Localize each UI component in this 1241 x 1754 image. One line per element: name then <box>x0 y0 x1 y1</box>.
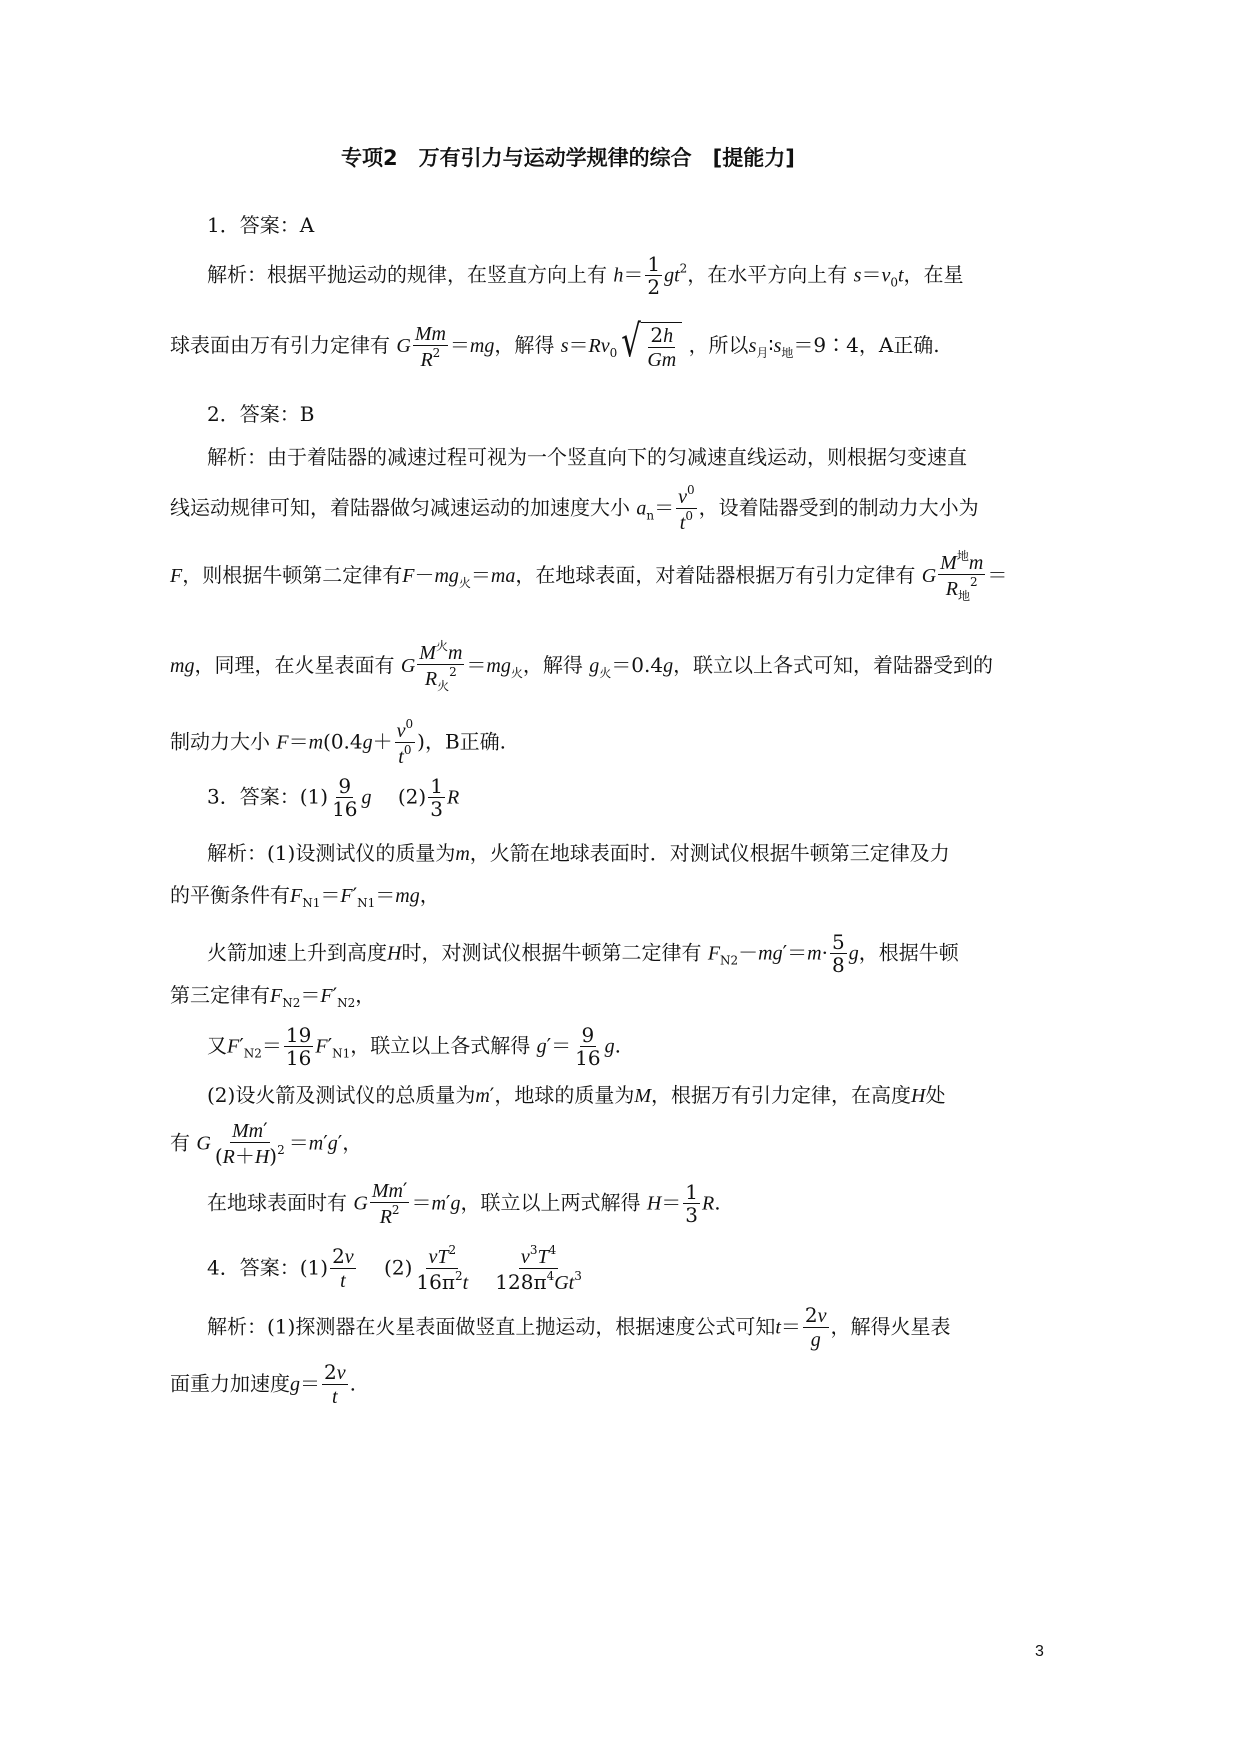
q3-p1-line2: 的平衡条件有$F_{N1}=F'_{N1}=mg$， <box>170 883 440 910</box>
q4-answer: 4．答案：(1) $\frac{2v}{t}$ (2) $\frac{vT^2}{16\pi^2t}$ $\frac{v^3T^4}{128\pi^4Gt^3}$ <box>207 1243 582 1294</box>
q1-line2: 球表面由万有引力定律有 G $\frac{Mm}{R^2}$ ＝mg，解得 $s=Rv_0$ √ $\frac{2h}{Gm}$ ，所以$s_月∶s_地=9∶4$，A正确. <box>170 316 940 371</box>
q2-line3: F，则根据牛顿第二定律有$F-mg_火=ma$，在地球表面，对着陆器根据万有引力定律有 G $\frac{M^地m}{R_地^2}$ ＝ <box>170 549 1008 603</box>
q2-line4: mg，同理，在火星表面有 G $\frac{M^火m}{R_火^2}$ $=mg_火$，解得 $g_火=0.4g$，联立以上各式可知，着陆器受到的 <box>170 639 994 693</box>
page-number: 3 <box>1035 1643 1044 1660</box>
q3-p2-line1: 火箭加速上升到高度H时，对测试仪根据牛顿第二定律有 $F_{N2}-mg'=m\cdot$ $\frac{5}{8}$ g，根据牛顿 <box>207 930 959 977</box>
q1-line1: 解析：根据平抛运动的规律，在竖直方向上有 h＝ $\frac{1}{2}$ $gt^2$，在水平方向上有 $s=v_0t$，在星 <box>207 252 964 299</box>
q3-p4-line2: 有 G $\frac{Mm'}{(R+H)^2}$ ＝m′g′， <box>170 1118 363 1168</box>
q3-p3: 又$F'_{N2}=$ $\frac{19}{16}$ $F'_{N1}$，联立以上各式解得 g′＝ $\frac{9}{16}$ g. <box>207 1023 621 1070</box>
q2-line2: 线运动规律可知，着陆器做匀减速运动的加速度大小 $a_n=$ $\frac{v^0}{t^0}$ ，设着陆器受到的制动力大小为 <box>170 483 979 534</box>
q1-answer: 1．答案：A <box>207 213 315 237</box>
page-title: 专项2 万有引力与运动学规律的综合 [提能力] <box>341 146 795 170</box>
q3-p4-line1: (2)设火箭及测试仪的总质量为m′，地球的质量为M，根据万有引力定律，在高度H处 <box>207 1083 946 1107</box>
q2-line1: 解析：由于着陆器的减速过程可视为一个竖直向下的匀减速直线运动，则根据匀变速直 <box>207 445 967 469</box>
q2-line5: 制动力大小 F＝m(0.4g＋ $\frac{v^0}{t^0}$ )，B正确. <box>170 717 507 768</box>
q3-answer: 3．答案：(1) $\frac{9}{16}$ g (2) $\frac{1}{3}$ R <box>207 774 460 821</box>
q3-p5: 在地球表面时有 G $\frac{Mm'}{R^2}$ ＝m′g，联立以上两式解得 H＝ $\frac{1}{3}$ R. <box>207 1178 721 1228</box>
q3-p1-line1: 解析：(1)设测试仪的质量为m，火箭在地球表面时．对测试仪根据牛顿第三定律及力 <box>207 841 950 865</box>
q4-p1-line2: 面重力加速度g＝ $\frac{2v}{t}$ . <box>170 1360 356 1408</box>
q3-p2-line2: 第三定律有$F_{N2}=F'_{N2}$， <box>170 983 376 1010</box>
q4-p1-line1: 解析：(1)探测器在火星表面做竖直上抛运动，根据速度公式可知t＝ $\frac{2v}{g}$ ，解得火星表 <box>207 1303 951 1351</box>
q2-answer: 2．答案：B <box>207 402 315 426</box>
